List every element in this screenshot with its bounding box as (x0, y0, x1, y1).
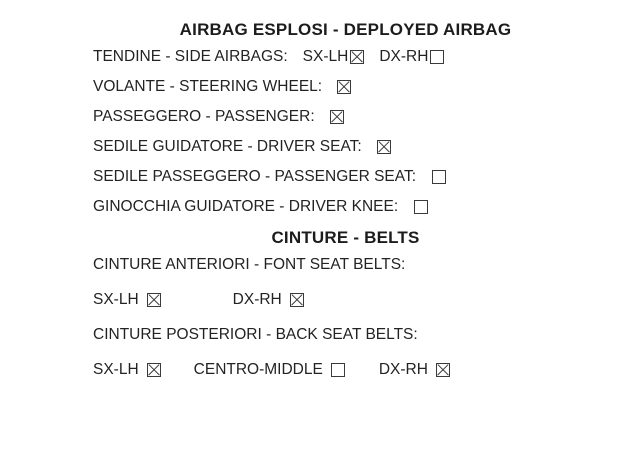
check-group-front-sx-lh (93, 292, 161, 308)
checkbox-ginocchia-guidatore[interactable] (414, 200, 428, 214)
check-label-dx-rh: DX-RH (379, 48, 429, 65)
row-label: CINTURE ANTERIORI - FONT SEAT BELTS: (93, 256, 406, 273)
belts-back-checks-row (93, 362, 598, 378)
checkbox-back-sx-lh[interactable] (147, 363, 161, 377)
checkbox-front-dx-rh[interactable] (290, 293, 304, 307)
belts-section (93, 229, 598, 378)
belts-front-checks-row (93, 292, 598, 308)
checkbox-passeggero[interactable] (330, 110, 344, 124)
checkbox-sedile-passeggero[interactable] (432, 170, 446, 184)
row-label: SEDILE GUIDATORE - DRIVER SEAT: (93, 138, 362, 155)
airbag-row-ginocchia (93, 199, 598, 215)
checkbox-back-dx-rh[interactable] (436, 363, 450, 377)
check-label-sx-lh: SX-LH (302, 48, 349, 65)
checkbox-tendine-sx-lh[interactable] (350, 50, 364, 64)
row-label: VOLANTE - STEERING WHEEL: (93, 78, 323, 95)
belts-section-title: CINTURE - BELTS (271, 228, 420, 247)
airbag-row-passeggero (93, 109, 598, 125)
check-group-back-sx-lh (93, 362, 161, 378)
check-group-back-centro (194, 362, 345, 378)
check-label-front-sx-lh: SX-LH (93, 291, 139, 308)
airbag-section-title: AIRBAG ESPLOSI - DEPLOYED AIRBAG (179, 20, 512, 39)
document-content (93, 0, 598, 378)
check-label-back-dx-rh: DX-RH (378, 361, 428, 378)
checkbox-tendine-dx-rh[interactable] (430, 50, 444, 64)
check-group-back-dx-rh (379, 362, 450, 378)
check-label-front-dx-rh: DX-RH (232, 291, 282, 308)
checkbox-back-centro-middle[interactable] (331, 363, 345, 377)
airbag-row-sedile-guidatore (93, 139, 598, 155)
check-group-front-dx-rh (233, 292, 304, 308)
airbag-row-tendine (93, 49, 598, 65)
check-group-sx-lh (303, 49, 365, 65)
check-label-back-sx-lh: SX-LH (93, 361, 139, 378)
airbag-row-volante (93, 79, 598, 95)
checkbox-volante[interactable] (337, 80, 351, 94)
row-label: SEDILE PASSEGGERO - PASSENGER SEAT: (93, 168, 417, 185)
checkbox-front-sx-lh[interactable] (147, 293, 161, 307)
belts-back-label-row (93, 327, 598, 343)
row-label: TENDINE - SIDE AIRBAGS: (93, 48, 288, 65)
row-label: GINOCCHIA GUIDATORE - DRIVER KNEE: (93, 198, 399, 215)
check-group-dx-rh (379, 49, 444, 65)
checkbox-sedile-guidatore[interactable] (377, 140, 391, 154)
row-label: CINTURE POSTERIORI - BACK SEAT BELTS: (93, 326, 418, 343)
belts-front-label-row (93, 257, 598, 273)
airbag-row-sedile-passeggero (93, 169, 598, 185)
check-label-back-centro-middle: CENTRO-MIDDLE (193, 361, 323, 378)
row-label: PASSEGGERO - PASSENGER: (93, 108, 315, 125)
